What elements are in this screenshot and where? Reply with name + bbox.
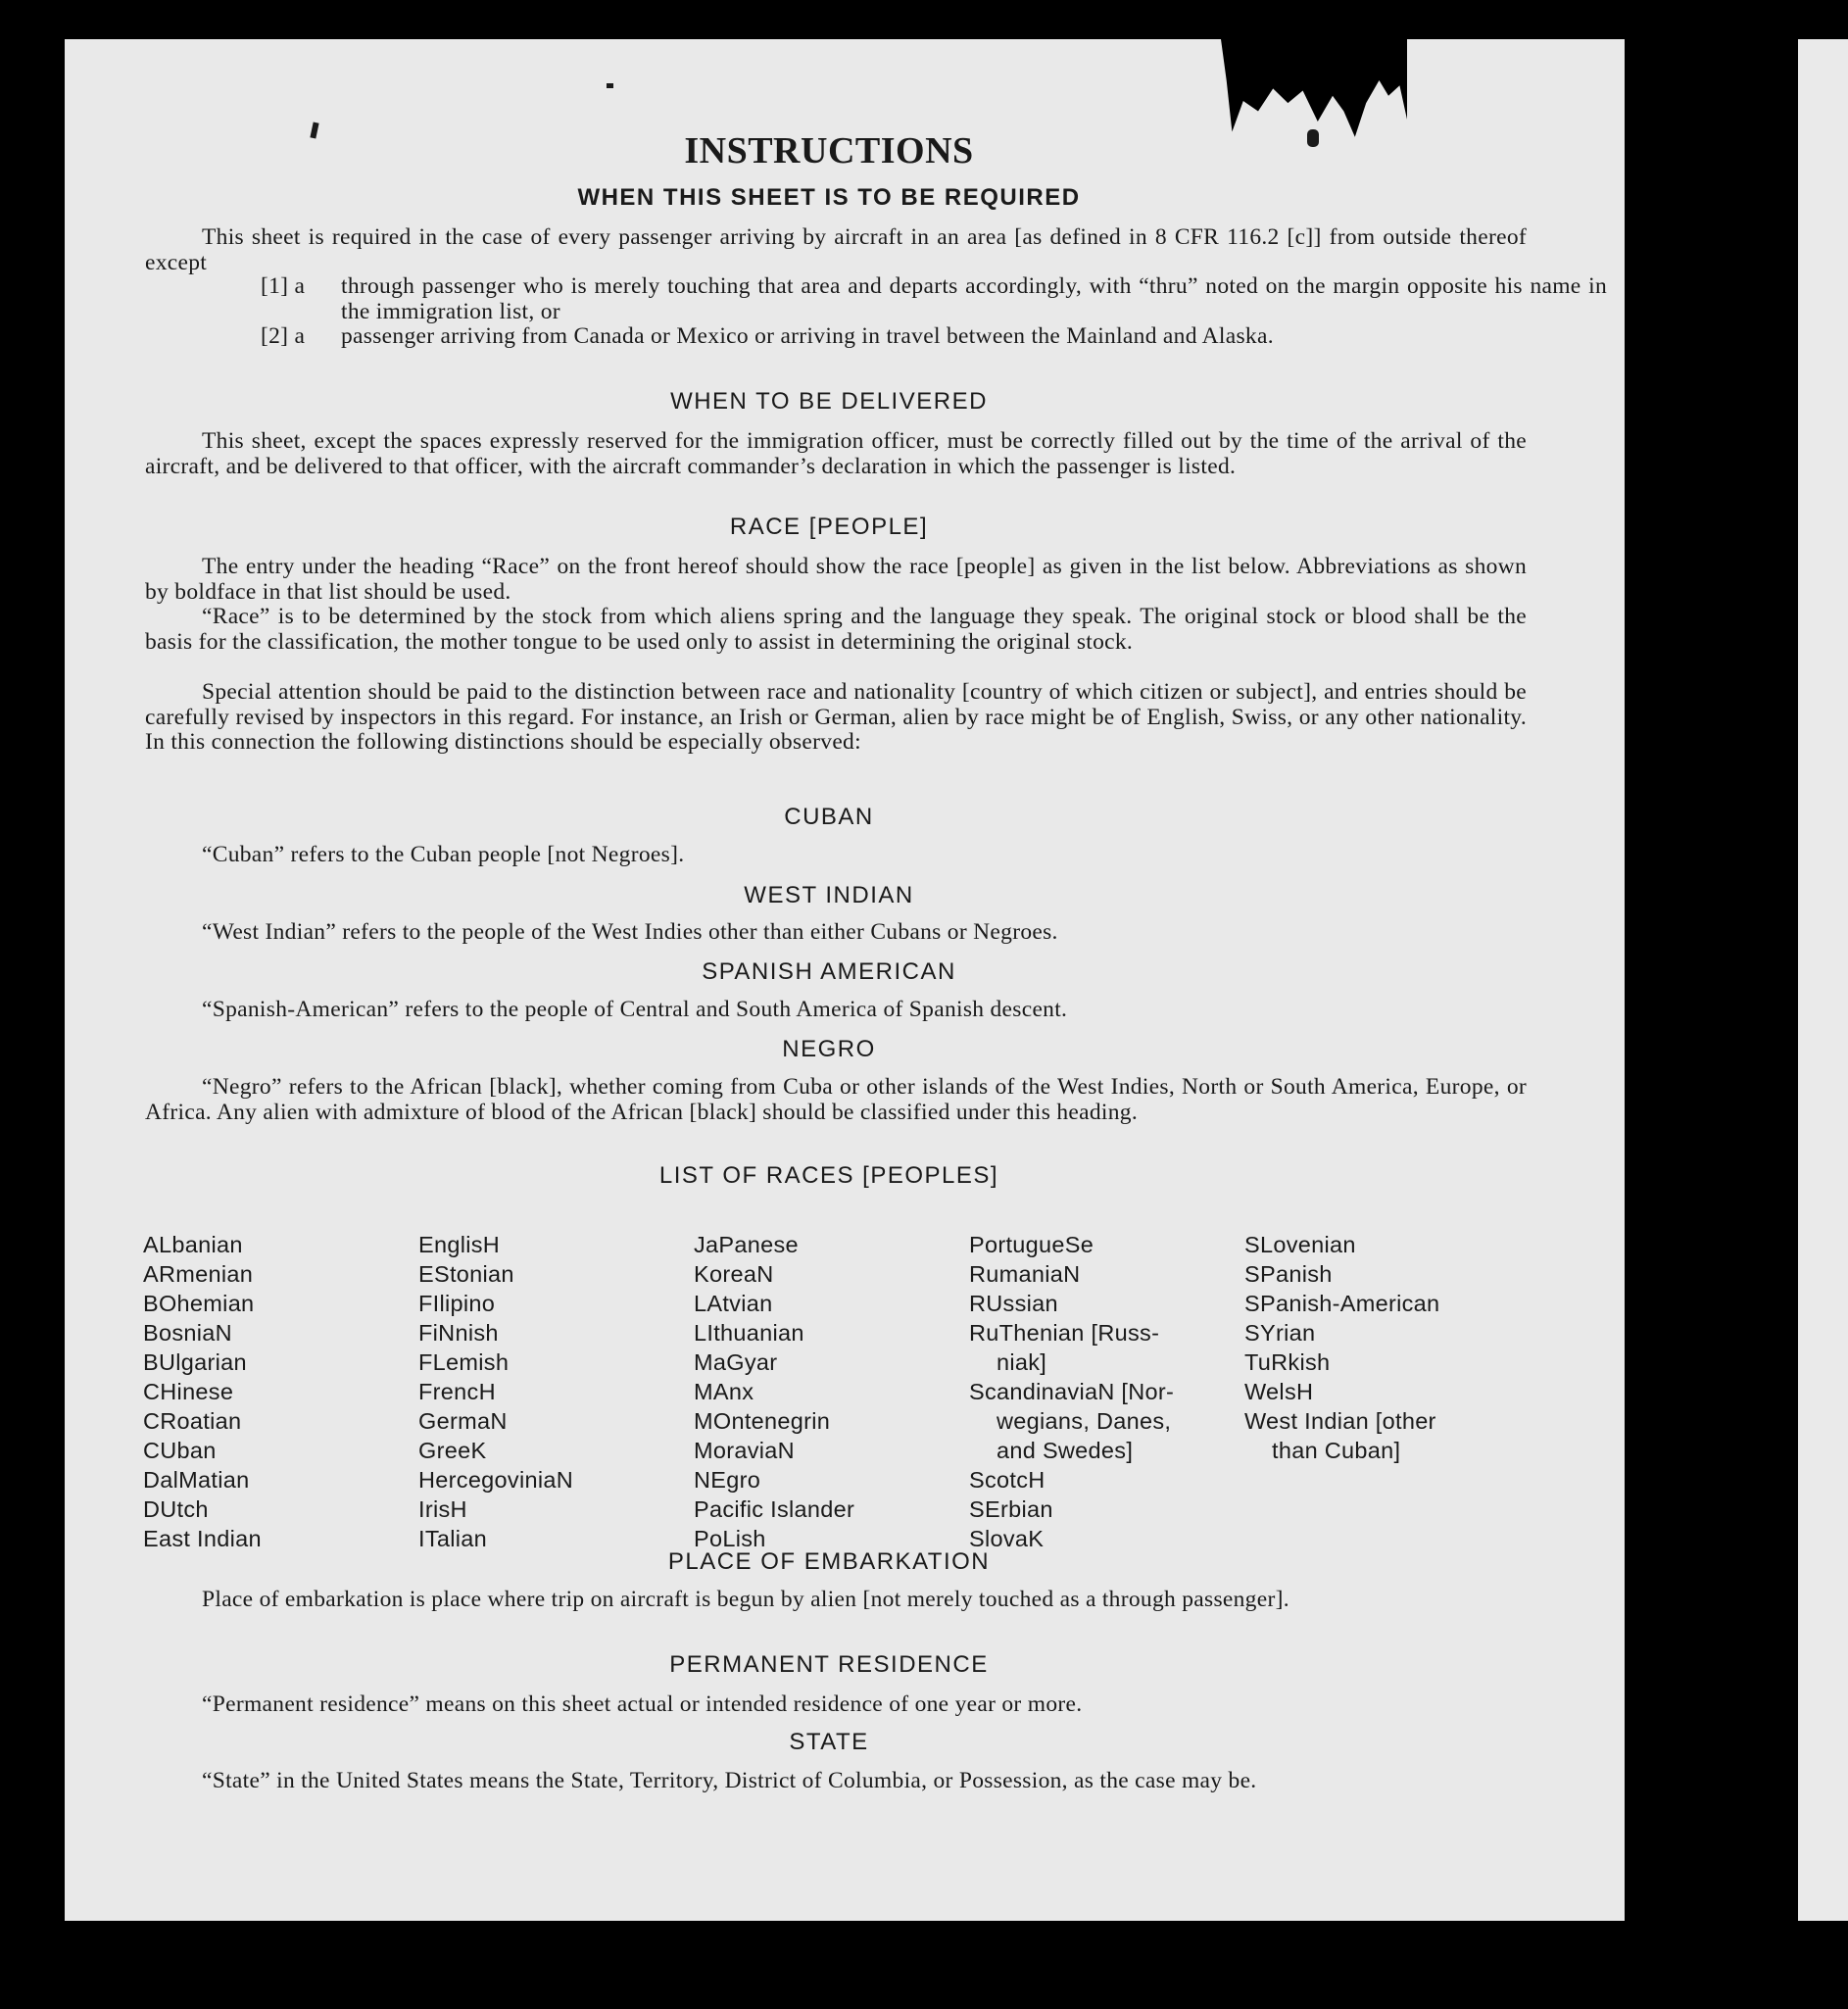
race-entry: GreeK [418, 1438, 487, 1463]
race-entry: KoreaN [694, 1261, 774, 1287]
heading-delivered: WHEN TO BE DELIVERED [670, 388, 988, 415]
race-entry: SlovaK [969, 1526, 1045, 1551]
race-entry: CUban [143, 1438, 217, 1463]
race-paragraph-3: Special attention should be paid to the distinction between race and nationality [country of which citizen or subject], and entries should be carefully revised by inspectors in this regard. For instance, an Irish or German, alien by race might be of English, Swiss, or any other nationality. In this connection the following distinctions should be especially observed: [145, 679, 1527, 755]
race-column-1 [143, 1230, 408, 1553]
race-entry: SPanish [1244, 1261, 1333, 1287]
race-entry: MAnx [694, 1379, 754, 1404]
race-entry: BosniaN [143, 1320, 232, 1346]
ink-speck [607, 83, 613, 88]
race-entry-continued: than Cuban] [1272, 1438, 1401, 1463]
race-entry: EnglisH [418, 1232, 501, 1257]
race-column-2 [418, 1230, 683, 1553]
state-text: “State” in the United States means the State, Territory, District of Columbia, or Possession, as the case may be. [202, 1768, 1257, 1793]
heading-spanish-american: SPANISH AMERICAN [702, 958, 956, 985]
heading-required: WHEN THIS SHEET IS TO BE REQUIRED [577, 184, 1081, 211]
race-entry: GermaN [418, 1408, 508, 1434]
heading-embarkation: PLACE OF EMBARKATION [667, 1548, 991, 1575]
race-entry: RumaniaN [969, 1261, 1081, 1287]
race-entry: ScandinaviaN [Nor- [969, 1379, 1175, 1404]
race-entry: SYrian [1244, 1320, 1316, 1346]
heading-west-indian: WEST INDIAN [744, 882, 914, 908]
race-entry: CHinese [143, 1379, 234, 1404]
race-entry-continued: niak] [997, 1349, 1047, 1375]
torn-corner [1221, 39, 1407, 142]
race-entry: ALbanian [143, 1232, 243, 1257]
heading-state: STATE [789, 1729, 869, 1755]
race-entry: SLovenian [1244, 1232, 1356, 1257]
west-indian-text: “West Indian” refers to the people of the West Indies other than either Cubans or Negroes. [202, 919, 1058, 945]
spanish-american-text: “Spanish-American” refers to the people of Central and South America of Spanish descent. [202, 997, 1068, 1022]
race-entry: DalMatian [143, 1467, 250, 1493]
scan-edge-strip [1798, 39, 1848, 1972]
race-entry: MOntenegrin [694, 1408, 831, 1434]
race-entry: SPanish-American [1244, 1291, 1440, 1316]
race-entry: PoLish [694, 1526, 766, 1551]
race-entry: ScotcH [969, 1467, 1046, 1493]
race-entry: MoraviaN [694, 1438, 795, 1463]
item-number: [1] a [261, 273, 306, 299]
race-entry: FLemish [418, 1349, 510, 1375]
heading-list-of-races: LIST OF RACES [PEOPLES] [658, 1162, 999, 1189]
item-text: through passenger who is merely touching that area and departs accordingly, with “thru” noted on the margin opposite his name in the immigration list, or [341, 273, 1607, 324]
race-entry: HercegoviniaN [418, 1467, 574, 1493]
race-entry: FiNnish [418, 1320, 499, 1346]
race-entry: TuRkish [1244, 1349, 1331, 1375]
race-entry: WelsH [1244, 1379, 1314, 1404]
race-entry: MaGyar [694, 1349, 778, 1375]
race-entry: IrisH [418, 1496, 467, 1522]
race-entry: East Indian [143, 1526, 262, 1551]
race-entry: DUtch [143, 1496, 209, 1522]
race-column-3 [694, 1230, 958, 1553]
item-number: [2] a [261, 323, 306, 349]
race-entry: BUlgarian [143, 1349, 247, 1375]
delivered-text: This sheet, except the spaces expressly reserved for the immigration officer, must be correctly filled out by the time of the arrival of the aircraft, and be delivered to that officer, with the aircraft commander’s declaration in which the passenger is listed. [145, 428, 1527, 479]
permanent-residence-text: “Permanent residence” means on this sheet actual or intended residence of one year or more. [202, 1691, 1083, 1717]
race-entry: Pacific Islander [694, 1496, 855, 1522]
race-column-4 [969, 1230, 1234, 1553]
race-entry: ITalian [418, 1526, 488, 1551]
race-entry: LAtvian [694, 1291, 773, 1316]
heading-negro: NEGRO [782, 1036, 876, 1062]
race-entry-continued: and Swedes] [997, 1438, 1134, 1463]
embarkation-text: Place of embarkation is place where trip on aircraft is begun by alien [not merely touched as a through passenger]. [202, 1587, 1289, 1612]
heading-permanent-residence: PERMANENT RESIDENCE [669, 1651, 989, 1678]
page-title: INSTRUCTIONS [684, 130, 974, 172]
race-column-5 [1244, 1230, 1509, 1465]
race-entry: CRoatian [143, 1408, 242, 1434]
race-entry: RUssian [969, 1291, 1058, 1316]
race-entry: EStonian [418, 1261, 514, 1287]
race-entry: ARmenian [143, 1261, 254, 1287]
race-entry: RuThenian [Russ- [969, 1320, 1160, 1346]
race-entry: BOhemian [143, 1291, 255, 1316]
race-entry: FrencH [418, 1379, 496, 1404]
negro-text: “Negro” refers to the African [black], whether coming from Cuba or other islands of the West Indies, North or South America, Europe, or Africa. Any alien with admixture of blood of the African [black] should be classified under this heading. [145, 1074, 1527, 1125]
required-item-1 [261, 274, 1607, 324]
scan-margin-bottom [0, 1921, 1848, 2009]
heading-race: RACE [PEOPLE] [729, 514, 929, 540]
race-entry: West Indian [other [1244, 1408, 1436, 1434]
required-item-2 [261, 324, 1607, 350]
race-paragraph-1: The entry under the heading “Race” on the front hereof should show the race [people] as given in the list below. Abbreviations as shown by boldface in that list should be used. [145, 554, 1527, 605]
race-entry: PortugueSe [969, 1232, 1094, 1257]
ink-speck [1307, 129, 1319, 147]
race-entry: SErbian [969, 1496, 1053, 1522]
item-text: passenger arriving from Canada or Mexico or arriving in travel between the Mainland and Alaska. [341, 323, 1274, 349]
cuban-text: “Cuban” refers to the Cuban people [not Negroes]. [202, 842, 685, 867]
race-entry: JaPanese [694, 1232, 799, 1257]
race-entry-continued: wegians, Danes, [997, 1408, 1172, 1434]
race-paragraph-2: “Race” is to be determined by the stock from which aliens spring and the language they speak. The original stock or blood shall be the basis for the classification, the mother tongue to be used only to assist in determining the original stock. [145, 604, 1527, 655]
race-entry: LIthuanian [694, 1320, 804, 1346]
race-entry: FIlipino [418, 1291, 496, 1316]
document-sheet [65, 39, 1625, 1921]
race-entry: NEgro [694, 1467, 761, 1493]
heading-cuban: CUBAN [784, 804, 874, 830]
required-intro: This sheet is required in the case of every passenger arriving by aircraft in an area [as defined in 8 CFR 116.2 [c]] from outside thereof except [145, 224, 1527, 275]
